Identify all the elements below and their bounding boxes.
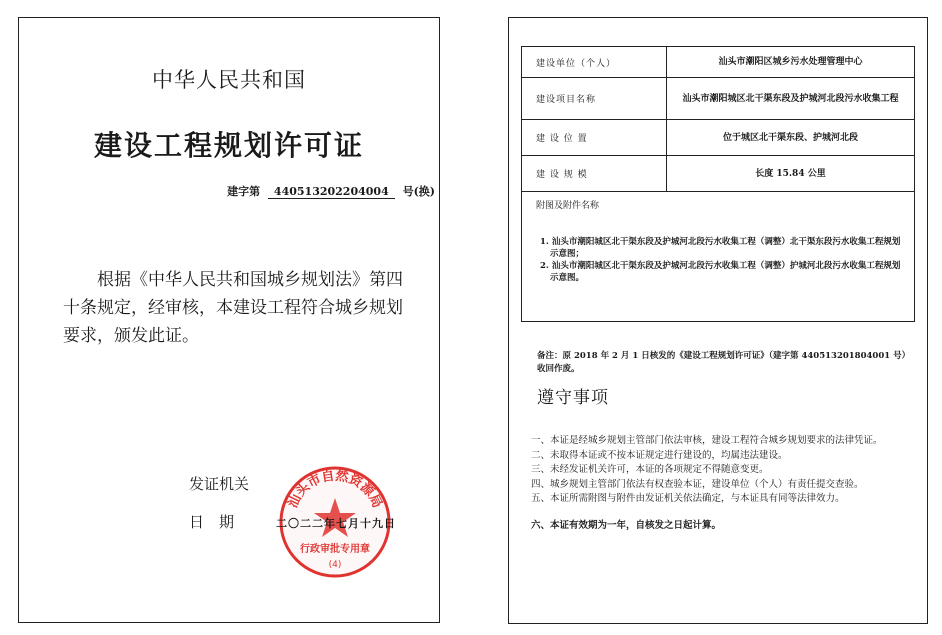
row-label: 建 设 规 模 bbox=[522, 156, 667, 192]
number-prefix: 建字第 bbox=[227, 185, 261, 198]
project-name-value: 汕头市潮阳城区北干渠东段及护城河北段污水收集工程 bbox=[667, 78, 915, 120]
nation-heading: 中华人民共和国 bbox=[152, 68, 306, 92]
seal-number: (4) bbox=[328, 560, 342, 570]
construction-unit-value: 汕头市潮阳区城乡污水处理管理中心 bbox=[667, 47, 915, 78]
rules-title: 遵守事项 bbox=[537, 388, 609, 408]
certificate-cover-page bbox=[18, 17, 440, 623]
table-row bbox=[522, 47, 915, 78]
project-info-table bbox=[521, 46, 915, 322]
list-item: 三、未经发证机关许可，本证的各项规定不得随意变更。 bbox=[531, 464, 769, 475]
issue-date: 二〇二二年七月十九日 bbox=[276, 517, 396, 530]
table-row bbox=[522, 78, 915, 120]
attachments-list bbox=[540, 236, 902, 284]
certificate-details-page bbox=[508, 17, 928, 624]
list-item: 四、城乡规划主管部门依法有权查验本证，建设单位（个人）有责任提交查验。 bbox=[531, 478, 864, 490]
legal-basis-text: 根据《中华人民共和国城乡规划法》第四十条规定，经审核，本建设工程符合城乡规划要求，颁发此证。 bbox=[63, 270, 403, 346]
certificate-title: 建设工程规划许可证 bbox=[93, 129, 364, 162]
remark-note: 备注：原 2018 年 2 月 1 日核发的《建设工程规划许可证》（建字第 440513201804001 号） 收回作废。 bbox=[537, 351, 911, 374]
list-item: 一、本证是经城乡规划主管部门依法审核，建设工程符合城乡规划要求的法律凭证。 bbox=[531, 435, 883, 446]
list-item: 2. 汕头市潮阳城区北干渠东段及护城河北段污水收集工程（调整）护城河北段污水收集工程规划示意图。 bbox=[540, 261, 901, 283]
seal-bottom-text: 行政审批专用章 bbox=[300, 544, 370, 555]
table-row bbox=[522, 156, 915, 192]
certificate-number: 440513202204004 bbox=[268, 185, 395, 199]
rules-list bbox=[531, 434, 916, 533]
attachments-cell bbox=[522, 192, 915, 322]
row-label: 建 设 位 置 bbox=[522, 120, 667, 156]
scale-value: 长度 15.84 公里 bbox=[667, 156, 915, 192]
list-item: 二、未取得本证或不按本证规定进行建设的，均属违法建设。 bbox=[531, 449, 788, 461]
attachments-title: 附图及附件名称 bbox=[536, 201, 600, 211]
certificate-number-line bbox=[227, 183, 435, 199]
seal-top-text: 汕头市自然资源局 bbox=[285, 468, 385, 511]
number-suffix: 号(换) bbox=[402, 185, 435, 198]
row-label: 建设单位（个人） bbox=[522, 47, 667, 78]
date-label: 日 期 bbox=[189, 513, 235, 531]
list-item: 六、本证有效期为一年，自核发之日起计算。 bbox=[531, 519, 722, 531]
location-value: 位于城区北干渠东段、护城河北段 bbox=[667, 120, 915, 156]
table-row bbox=[522, 192, 915, 322]
list-item: 1. 汕头市潮阳城区北干渠东段及护城河北段污水收集工程（调整）北干渠东段污水收集工程规划示意图； bbox=[540, 237, 901, 259]
row-label: 建设项目名称 bbox=[522, 78, 667, 120]
list-item: 五、本证所需附图与附件由发证机关依法确定，与本证具有同等法律效力。 bbox=[531, 493, 845, 504]
table-row bbox=[522, 120, 915, 156]
issuer-label: 发证机关 bbox=[189, 475, 250, 493]
